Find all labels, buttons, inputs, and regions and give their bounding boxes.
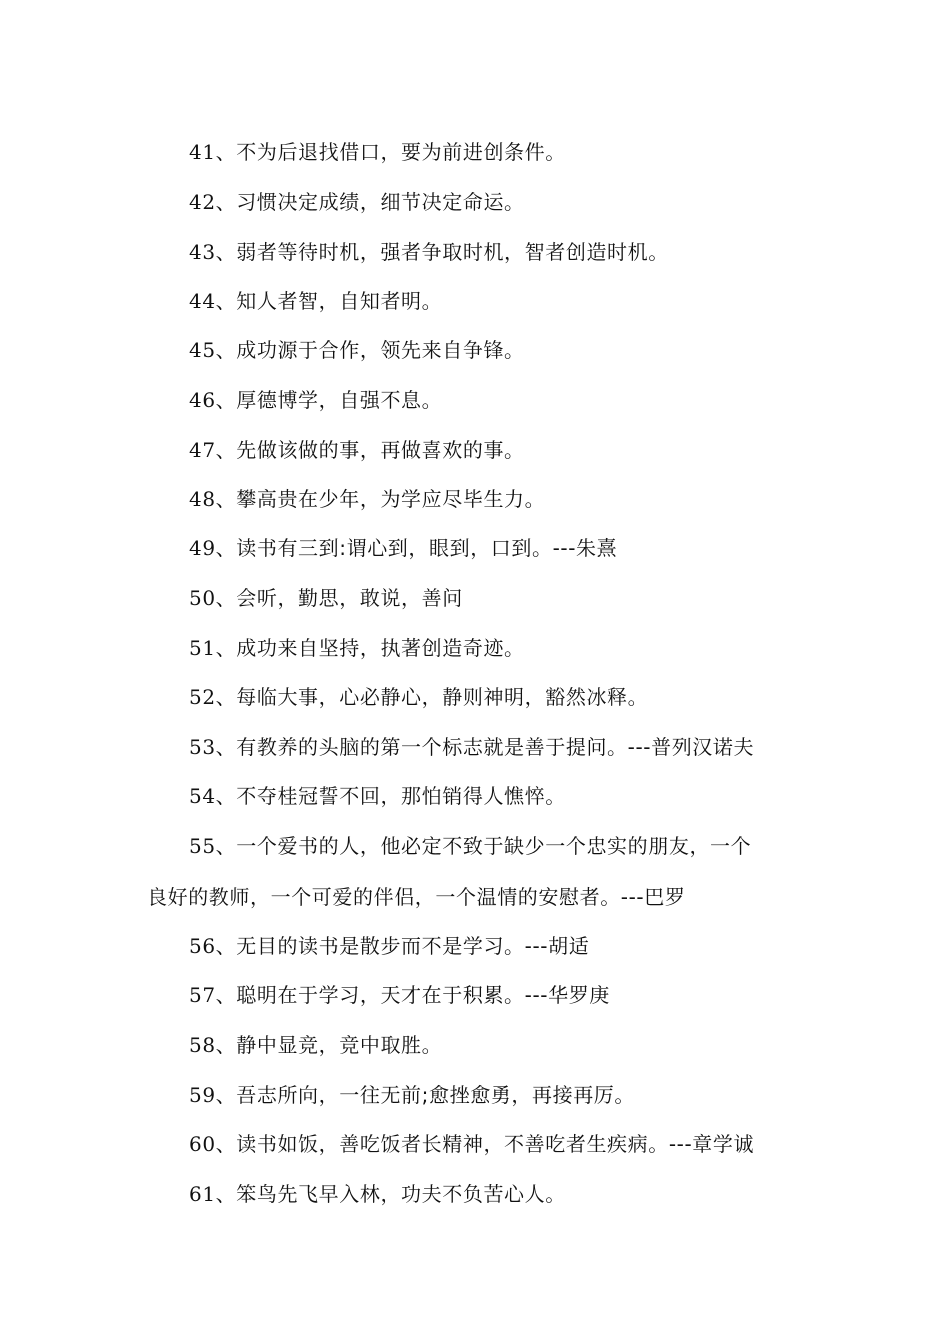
quote-number: 42 (189, 190, 216, 214)
quote-text: 、每临大事，心必静心，静则神明，豁然冰释。 (215, 685, 649, 709)
quote-line (189, 380, 442, 420)
quote-number: 60 (189, 1132, 216, 1156)
quote-line (189, 1174, 566, 1214)
quote-number: 53 (189, 735, 216, 759)
quote-text: 、聪明在于学习，天才在于积累。---华罗庚 (215, 983, 610, 1007)
quote-text: 、笨鸟先飞早入林，功夫不负苦心人。 (215, 1182, 566, 1206)
quote-text: 、读书如饭，善吃饭者长精神，不善吃者生疾病。---章学诚 (215, 1132, 755, 1156)
quote-line (189, 182, 525, 222)
quote-number: 46 (189, 388, 216, 412)
quote-text: 、厚德博学，自强不息。 (215, 388, 443, 412)
quote-line (189, 1075, 635, 1115)
quote-line (189, 528, 617, 568)
quote-line (189, 1025, 442, 1065)
quote-text: 、读书有三到:谓心到，眼到，口到。---朱熹 (215, 536, 618, 560)
quote-text: 、攀高贵在少年，为学应尽毕生力。 (215, 487, 546, 511)
quote-number: 57 (189, 983, 216, 1007)
quote-line (189, 727, 754, 767)
quote-number: 41 (189, 140, 216, 164)
quote-continuation-line (147, 877, 685, 917)
quote-text: 、会听，勤思，敢说，善问 (215, 586, 463, 610)
quote-line (189, 578, 463, 618)
quote-text: 、有教养的头脑的第一个标志就是善于提问。---普列汉诺夫 (215, 735, 755, 759)
quote-line (189, 430, 525, 470)
quote-text: 、先做该做的事，再做喜欢的事。 (215, 438, 525, 462)
quote-text: 、不夺桂冠誓不回，那怕销得人憔悴。 (215, 784, 566, 808)
quote-text: 、一个爱书的人，他必定不致于缺少一个忠实的朋友，一个 (215, 834, 752, 858)
quote-number: 61 (189, 1182, 216, 1206)
quote-line (189, 975, 610, 1015)
quote-number: 55 (189, 834, 216, 858)
quote-line (189, 628, 525, 668)
quote-number: 47 (189, 438, 216, 462)
quote-line (189, 776, 566, 816)
quote-number: 50 (189, 586, 216, 610)
quote-number: 49 (189, 536, 216, 560)
quote-number: 58 (189, 1033, 216, 1057)
quote-number: 52 (189, 685, 216, 709)
quote-number: 45 (189, 338, 216, 362)
quote-text: 、知人者智，自知者明。 (215, 289, 443, 313)
quote-line (189, 232, 669, 272)
quote-line (189, 479, 545, 519)
quote-text: 、吾志所向，一往无前;愈挫愈勇，再接再厉。 (215, 1083, 635, 1107)
quote-number: 51 (189, 636, 216, 660)
quote-line (189, 281, 442, 321)
quote-number: 59 (189, 1083, 216, 1107)
quote-text-continued: 良好的教师，一个可爱的伴侣，一个温情的安慰者。---巴罗 (147, 885, 686, 909)
quote-number: 43 (189, 240, 216, 264)
quote-text: 、不为后退找借口，要为前进创条件。 (215, 140, 566, 164)
quote-text: 、静中显竞，竞中取胜。 (215, 1033, 443, 1057)
quote-text: 、成功源于合作，领先来自争锋。 (215, 338, 525, 362)
quote-text: 、无目的读书是散步而不是学习。---胡适 (215, 934, 590, 958)
quote-number: 44 (189, 289, 216, 313)
quote-line (189, 330, 525, 370)
quote-text: 、弱者等待时机，强者争取时机，智者创造时机。 (215, 240, 669, 264)
quote-text: 、成功来自坚持，执著创造奇迹。 (215, 636, 525, 660)
quote-number: 48 (189, 487, 216, 511)
quote-text: 、习惯决定成绩，细节决定命运。 (215, 190, 525, 214)
quote-number: 54 (189, 784, 216, 808)
quote-line (189, 1124, 754, 1164)
quote-number: 56 (189, 934, 216, 958)
quote-line (189, 677, 648, 717)
quote-line (189, 132, 566, 172)
quote-line (189, 926, 589, 966)
quote-line (189, 826, 751, 866)
